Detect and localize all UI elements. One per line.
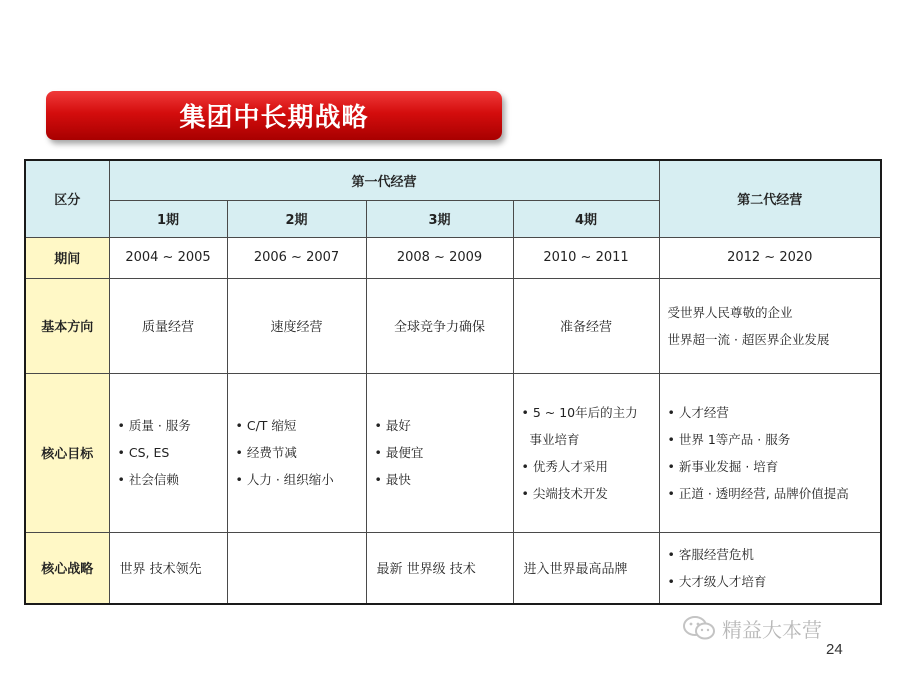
goals-p3: [366, 373, 513, 532]
direction-gen2: [659, 278, 881, 373]
direction-gen2-line: 世界超一流 · 超医界企业发展: [667, 331, 830, 347]
phase-4-header: 4期: [513, 200, 659, 237]
period-row: [25, 237, 881, 278]
direction-p3: 全球竞争力确保: [366, 278, 513, 373]
page-title: 集团中长期战略: [179, 103, 369, 133]
list-item: • 人力 · 组织缩小: [235, 472, 334, 487]
gen2-header: 第二代经营: [659, 160, 881, 237]
strategy-p3: 最新 世界级 技术: [366, 532, 513, 604]
period-label: 期间: [25, 237, 109, 278]
list-item: • 最好: [374, 418, 411, 433]
goals-row: [25, 373, 881, 532]
strategy-gen2: [659, 532, 881, 604]
direction-row: [25, 278, 881, 373]
goals-gen2: [659, 373, 881, 532]
strategy-row: [25, 532, 881, 604]
period-p4: 2010 ~ 2011: [513, 237, 659, 278]
corner-header: 区分: [25, 160, 109, 237]
strategy-p1: 世界 技术领先: [109, 532, 227, 604]
list-item: • C/T 缩短: [235, 418, 297, 433]
goals-p4: [513, 373, 659, 532]
period-gen2: 2012 ~ 2020: [659, 237, 881, 278]
list-item: • 尖端技术开发: [521, 485, 608, 501]
gen1-header: 第一代经营: [109, 160, 659, 200]
goals-p1: [109, 373, 227, 532]
direction-gen2-line: 受世界人民尊敬的企业: [667, 304, 793, 320]
list-item: • 人才经营: [667, 404, 729, 420]
period-p1: 2004 ~ 2005: [109, 237, 227, 278]
strategy-p4: 进入世界最高品牌: [513, 532, 659, 604]
direction-p1: 质量经营: [109, 278, 227, 373]
watermark-text: 精益大本营: [722, 617, 822, 642]
goals-label: 核心目标: [25, 373, 109, 532]
list-item: • 5 ~ 10年后的主力: [521, 404, 638, 420]
direction-label: 基本方向: [25, 278, 109, 373]
phase-3-header: 3期: [366, 200, 513, 237]
strategy-p2: [227, 532, 366, 604]
list-item: • 最便宜: [374, 445, 424, 460]
page-number: 24: [826, 641, 843, 658]
phase-2-header: 2期: [227, 200, 366, 237]
title-banner: [46, 91, 502, 140]
list-item: • 世界 1等产品 · 服务: [667, 431, 791, 447]
strategy-label: 核心战略: [25, 532, 109, 604]
phase-1-header: 1期: [109, 200, 227, 237]
direction-p2: 速度经营: [227, 278, 366, 373]
list-item: • 最快: [374, 472, 411, 487]
list-item: • 社会信赖: [117, 472, 179, 487]
list-item: • 大才级人才培育: [667, 573, 767, 589]
direction-p4: 准备经营: [513, 278, 659, 373]
list-item: • 经费节减: [235, 445, 297, 460]
goals-p2: [227, 373, 366, 532]
list-item: • 新事业发掘 · 培育: [667, 458, 779, 474]
list-item: • 优秀人才采用: [521, 458, 608, 474]
wechat-icon: [682, 615, 716, 641]
period-p3: 2008 ~ 2009: [366, 237, 513, 278]
header-row-generation: [25, 160, 881, 200]
list-item: • CS, ES: [117, 445, 170, 460]
list-item: • 质量 · 服务: [117, 418, 191, 433]
period-p2: 2006 ~ 2007: [227, 237, 366, 278]
strategy-table: [24, 159, 882, 605]
list-item: • 正道 · 透明经营, 品牌价值提高: [667, 485, 849, 501]
watermark-logo: [682, 613, 822, 643]
list-item: • 客服经营危机: [667, 546, 754, 562]
list-item: 事业培育: [521, 431, 580, 447]
